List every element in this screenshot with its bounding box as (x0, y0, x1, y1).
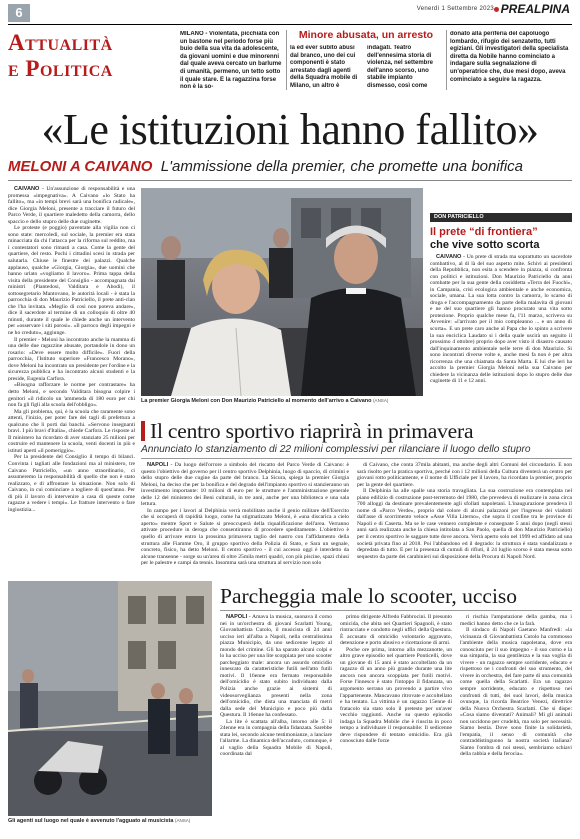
paragraph-text: Le proteste (e poggio) paventate alla vigilia non ci sono state: mercoledì, sul sociale, la premier era stata minacciata da chi l'attacca per la riforma sul reddito, ma i contestatori sono rimasti a casa. Come la gente del quartiere, del resto. Pochi i cittadini scesi in strada per salutarla. Chiuse le finestre dei palazzi. Qualche applauso, qualche «Giorgia, Giorgia», due uomini che hanno urlato «vogliamo il lavoro». Prima tappa della visita della presidente del Consiglio - accompagnata dai ministri (Piantedosi, Valditara e Abodi), il sottosegretario Mantovano, le autorità locali - è stata la parrocchia di don Maurizio Patriciello, il prete anti-clan che l'ha invitata. «Meglio di così non poteva andare», dice il sacerdote al termine di un colloquio di oltre 40 minuti, durante il quale le chiede anche un intervento per «osservare i siti porosi». «Il parroco degli impegni e ne ho creduto», aggiunge. (8, 225, 135, 337)
article-body-column (8, 186, 135, 578)
headline-divider (8, 180, 572, 181)
article-paragraph (357, 488, 572, 560)
paragraph-text: ri rischia l'amputazione della gamba, ma i medici hanno detto che ce la farà. (460, 614, 572, 627)
newspaper-brand (494, 2, 570, 16)
article-paragraph (340, 614, 452, 647)
paragraph-text: - Un'assunzione di responsabilità e una promessa «impegnativa». A Caivano «lo Stato ha fallito», ma «in tempi brevi sarà una bonifica radicale», dice Giorgia Meloni, presente a tracciare il futuro del Parco Verde, il quartiere maledetto della camorra, dello spaccio e dello stupro delle due cuginette. (8, 186, 135, 225)
article-paragraph (8, 382, 135, 408)
article-headline: Il centro sportivo riaprirà in primavera (150, 419, 474, 443)
article-body-column (141, 462, 349, 578)
photo-illustration-icon (141, 188, 423, 396)
dateline: CAIVANO (436, 254, 462, 260)
crime-scene-photo (8, 581, 212, 816)
article-paragraph (220, 719, 332, 758)
sidebar-headline (430, 226, 572, 251)
paragraph-text: Poche ore prima, intorno alla mezzanotte, un altro grave episodio nel quartiere Ponticelli, dove un giovane di 15 anni è stato accoltellato da un ragazzo di un anno più grande durante una lite ancora non ancora scoppiata per futili motivi. Forse l'innesco è stato l'intoppo il fidanzata, un argomento serrano un provendo a partire vivo l'appartenente. Mancavano ritrovate e accoltellato e ha tentato. La vittima è un ragazzo 15enne di fratacolo sia stato solo il pretesto per un'aver vecchio raggiunti. Anche su questo episodio indaga la Squadra Mobile che è riuscita in poco tempo a individuare il responsabile: Il sedicenne deve rispondere di tentato omicidio. Era già conosciuto dalle forze (340, 646, 452, 745)
paragraph-text: In campo per i lavori al Delphinia verrà mobilitato anche il genio militare dell'Esercito che si occuperà di rapidità luogo, come ha stigmatizzato Meloni, è «una discarica a cielo aperto» mentre Sport e Salute si preoccuperà della riqualificazione dell'area. Verranno attivate procedure in deroga che consentiranno di procedere speditamente. L'obiettivo è quello di arrivare entro la prossima primavera taglio del nastro con l'affidamento della struttura alle Fiamme Oro, il gruppo sportivo della Polizia di Stato, e Sara un segnale, concreto, fisico, ha detto Meloni. Il centro sportivo - il cui accesso oggi è interdetto da alcune transenne - sorge su un'area di oltre 25mila metri quadri, con più piscine, spazi chiusi per le palestre e campi da tennis. Insomma sarà una struttura al servizio non solo (141, 507, 349, 567)
teaser-text: indagati. Teatro dell'ennesima storia di violenza, nel settembre dell'anno scorso, uno stabile impianto dismesso, così come (367, 45, 434, 89)
paragraph-text: «Bisogna rafforzare le norme per contrastare» ha detto Meloni, e secondo Valditara bisogna colpire i genitori «il ridicolo un 'ammenda di 180 euro per chi non fa gli figli alla scuola dell'obbligo». (8, 382, 135, 409)
byline-kicker: MELONI A CAIVANO (8, 158, 153, 175)
photo-caption (141, 398, 423, 404)
article-divider (141, 458, 572, 459)
brand-name: PREALPINA (500, 2, 570, 16)
sidebar-body (430, 254, 572, 408)
caption-text: Gli agenti sul luogo nel quale è avvenuto l'agguato al musicista (8, 818, 174, 824)
article-paragraph (357, 462, 572, 488)
photo-credit: (ANSA) (373, 398, 389, 403)
teaser-text: - Violentata, picchiata con un bastone nel periodo forse più buio della sua vita da adolescente, da giovani uomini e due minorenni dal quale aveva cercato un barlume di umanità, permeno, un tetto sotto il quale stare. E la ragazzina forse non è la so- (180, 31, 282, 91)
section-name-line1: Attualità (8, 30, 113, 55)
paragraph-text: - Un prete di strada ma soprattutto un sacerdote combattivo, al di là del suo aspetto mite. Schivi ai presidenti della Repubblica, non esita a scendere in piazza, si confronta con politici e istituzioni. Don Maurizio Patriciello da anni combatte per la sua gente della cosiddetta «Terra dei Fuochi», in Campania, crisi ecologica ambientale e anche economica, sociale, umana. La sua lotta contro la camorra, lo scarso di droga e l'accompagnamento da parte della malavita di giovani e ne del suo quartiere gli hanno procurato una vita sotto protezione. Proprio qualche mese fa, l'11 marzo, scriveva su Avvenire: «l'arrivato per il mio compleanno ... e un anno di scorta». E un prete caro anche al Papa che lo spinto a scrivere la sua enciclica Laudato si i della quale uscirà un seguito il prossimo 4 ottobre) proprio dopo aver visto il disastro causato dall'inquinamento ambientale nelle terre di don Maurizio. Si sono incontrati diverse volte e, anche mesi fa non è per altra ricorrenza che una chiamata da Santa Marta. E lui che ieri ha accolto la premier Giorgia Meloni nella sua Caivano per chiedere la vicinanza delle istituzioni dopo lo stupro delle due cuginette di 11 e 12 anni. (430, 254, 572, 385)
photo-illustration-icon (8, 581, 212, 816)
article-divider (220, 610, 572, 611)
article-headline: «Le istituzioni hanno fallito» (41, 105, 539, 154)
article-subtitle: Annunciato lo stanziamento di 22 milioni complessivi per rilanciare il luogo dello stupro (141, 444, 531, 455)
brand-dot-icon (494, 7, 499, 12)
paragraph-text: di Caivano, che conta 37mila abitanti, ma anche degli altri Comuni del circondario. E non sarà risolto per la pratica sportiva, perché con i 12 milioni della Cultura diventerà un centro per giovani rotto politicamente, e il nome di Ufficiale per il lavoro, ha ricordato la premier, proprio per la gente del quartiere. (357, 462, 572, 488)
article-paragraph (141, 462, 349, 508)
photo-caption (8, 818, 212, 824)
article-body-column (460, 614, 572, 829)
section-name (8, 30, 170, 82)
sidebar-headline-red: Il prete “di frontiera” (430, 226, 538, 238)
section-name-line2: e Politica (8, 56, 113, 81)
article-paragraph (460, 614, 572, 627)
page-number: 6 (8, 4, 30, 22)
sidebar-top-space (430, 186, 572, 212)
paragraph-text: primo dirigente Alfredo Fabbrocini. Il presunto omicida, che abita nei Quartieri Spagnoli, è stato rintracciato e condotto negli uffici della Questura. È accusato di omicidio volontario aggravato, detenzione e porto abusivo e ricettazione di armi. (340, 614, 452, 647)
article-paragraph (8, 337, 135, 383)
paragraph-text: Per la presidente del Consiglio il tempo di bilanci. Convinta i tagliati alle fondazioni ma al ministero, tre Caivano Patriciello, «un anno straordinario, ci assumeremo la responsabilità di quello che non è stato realizzato, e di affrontare la situazione. Non solo di Caivano, in cui cominciare a togliere di quest'anno. Per di più il lavoro di intervenire a casa di queste come ragazze a vedere i tempi». Le fratture intervento o fare ingiustizia... (8, 454, 135, 513)
article-paragraph (430, 254, 572, 385)
article-paragraph (8, 409, 135, 455)
page-date: Venerdì 1 Settembre 2023 (416, 6, 494, 12)
article-paragraph (8, 454, 135, 513)
article-paragraph (340, 647, 452, 745)
article-headline: Parcheggia male lo scooter, ucciso (220, 584, 518, 608)
teaser-headline: Minore abusata, un arresto (298, 29, 434, 41)
article-paragraph (8, 225, 135, 336)
byline-subtitle: L'ammissione della premier, che promette una bonifica (160, 158, 524, 175)
caption-text: La premier Giorgia Meloni con Don Maurizio Patriciello al momento dell'arrivo a Caivano (141, 398, 372, 404)
article-byline (8, 158, 572, 175)
teaser-text: donato alla periferia del capoluogo lombardo, rifugio dei senzatetto, tutti egiziani. Gli investigatori della specialista diretta da Nobile hanno cominciato a indagare sulla segnalazione di un'operatrice che, due mesi dopo, aveva cominciato a seguire la ragazza. (450, 31, 569, 83)
paragraph-text: Il premier - Meloni ha incontrato anche la mamma di una delle due ragazzine abusate, portandole in dono un rosario: «Deve essere molto difficile». Fuori della parrocchia, l'Istituto superiore «Francesco Morano», dove Meloni ha incontrato un presidente per l'ordine e la sicurezza pubblica e ha incontrato alcuni studenti e la preside, Eugenia Carfora. (8, 336, 135, 382)
meloni-arrival-photo (141, 188, 423, 396)
column-divider (286, 30, 287, 90)
article-paragraph (8, 186, 135, 225)
teaser-dateline: MILANO (180, 31, 204, 37)
dateline: NAPOLI (226, 614, 248, 620)
article-body-column (357, 462, 572, 578)
article-paragraph (460, 627, 572, 758)
sidebar-headline-black: che vive sotto scorta (430, 238, 540, 251)
header-divider (8, 24, 572, 25)
dateline: CAIVANO (14, 186, 40, 192)
column-divider (446, 30, 447, 90)
article-body-column (220, 614, 332, 829)
paragraph-text: Il Delphinia ha alle spalle una storia travagliata. La sua costruzione era contemplata nel piano edilizio di costruzione post-terremoto del 1980, che prevedeva di realizzare in zona circa 700 alloggi da destinare prevalentemente agli sfollati napoletani. L'inaugurazione prendeva il nome di «Parco Verde», proprio dal colore di alcuni palazzoni per l'ingresso dei viadotti dall'asse di scorrimento veloce «Asse Villa Literno», che sopra il confine tra le province di Napoli e di Caserta. Ma se le case vennero completate e consegnate 5 anni dopo (negli stessi anni sarà realizzata anche la chiesa intitolata a San Paolo, quella di don Maurizio Patriciello) per il centro sportivo le saggare tutte dove ancora. Verrà aperto solo nel 1999 ed affidato ad una società privata fino al 2018. Poi l'abbandono ed il degrado: la struttura è stata vandalizzata e depredata di tutto. E per la presenza di cumuli di rifiuti, il 24 luglio scorso è stata messa sotto sequestro da parte dei carabinieri sui disposizione della Procura di Napoli Nord. (357, 488, 572, 560)
paragraph-text: La lite è scattata all'alba, intorno alle 5: il 24enne era in compagnia della fidanzata. Sarebbe stata lei, secondo alcune testimonianze, a lanciare l'allarme. La dinamica dell'accaduto, comunque, è al vaglio della Squadra Mobile di Napoli, coordinata dal (220, 718, 332, 758)
article-body-column (340, 614, 452, 829)
teaser-text: la ed ever subito abusi dal branco, uno dei cui componenti è stato arrestato dagli agenti della Squadra mobile di Milano, un altro è (290, 45, 358, 89)
sidebar-kicker: DON PATRICIELLO (430, 213, 572, 222)
dateline: NAPOLI (147, 462, 169, 468)
article-paragraph (141, 508, 349, 567)
paragraph-text: - Amava la musica, suonava il corno nei in un'orchestra di giovani Scarlatti Young, Giovanbattista Cutolo, il musicista di 24 anni ucciso ieri all'alba a Napoli, nella centralissima piazza Municipio, da uno sedicenne legato al mondo del crimine. Gli ha sparato alcuni colpi e lo ha ucciso per una lite scoppiata per uno scooter parcheggiato male: ancora un assurdo omicidio innescato da caratteristiche futili nell'atto futili motivi. Il 16enne era fermato responsabile dell'omicidio è stato subito individuato dalla Polizia anche grazie ai sistemi di videosorveglianza presenti nella zona dell'omicidio, che dista una manciata di metri dalla sede del Municipio e poco più dalla Questura. Il 16enne ha confessato. (220, 614, 332, 719)
paragraph-text: Il sindaco di Napoli Gaetano Manfredi: «la vicinanza di Giovanbattista Cutolo ha commosso l'ambiente della musica napoletana, dove era conosciuto per il suo impegno - il suo corno e la sua simpatia, la sua gentilezza e la sua voglia di vivere - un ragazzo sempre sorridente, educato e rispettoso ne i confronti del suo strumento, del vivere in orchestra, del fare parte di una comunità come quella della Scarlatti. Era un ragazzo sempre sorridente, educato e rispettoso nei confronti di tutti, dei suoi lavori, della musica ovunque, la ricorda Beatrice Venezi, direttrice della Nuova Orchestra Scarlatti. Che si dispe: «Cosa siamo diventati? Animali? Mi gli animali non uccidono per crudeltà, ma solo per necessità. Siamo bestia. Dove sono finite la solidarietà, l'empatia, il senso di comunità che contraddistinguono la nostra società italiana? Siamo l'ombra di noi stessi, sembriamo schiavi della rabbia e della ferocia». (460, 627, 572, 758)
photo-credit: (ANSA) (174, 818, 191, 823)
paragraph-text: - Da luogo dell'orrore a simbolo del riscatto del Parco Verde di Caivano: è questo l'obiettivo del governo per il centro sportivo Delphinia, luogo di spaccio, di crimini e dello stupro delle due cugine da parte del branco. La Sicura, spiega la premier Giorgia Meloni, ha deciso che per la bonifica e del degrado dell'impianto sportivo si stanzieranno un investimento importante: 10 milioni di euro per le strutture e l'amministrazione generale delle 12 del ministero dei Beni culturali, in tre anni, anche per una biblioteca e una sala lettura. (141, 462, 349, 508)
teaser-violence-milan (180, 31, 284, 91)
article-paragraph (220, 614, 332, 719)
paragraph-text: Ma gli problema, qui, è la scuola che raramente sono attenti, l'inizio, per poter fare dei tagli di prefettura a qualcuno che li porti dai banchi. «Servono insegnanti bravi. I più bravi d'Italia», chiede Carfora. Le risposte al Il ministero ha ricordato di aver stanziato 25 milioni per costruire ed mantenere la scuola, venti docenti in più e istituti aperti «il pomeriggio». (8, 408, 135, 454)
